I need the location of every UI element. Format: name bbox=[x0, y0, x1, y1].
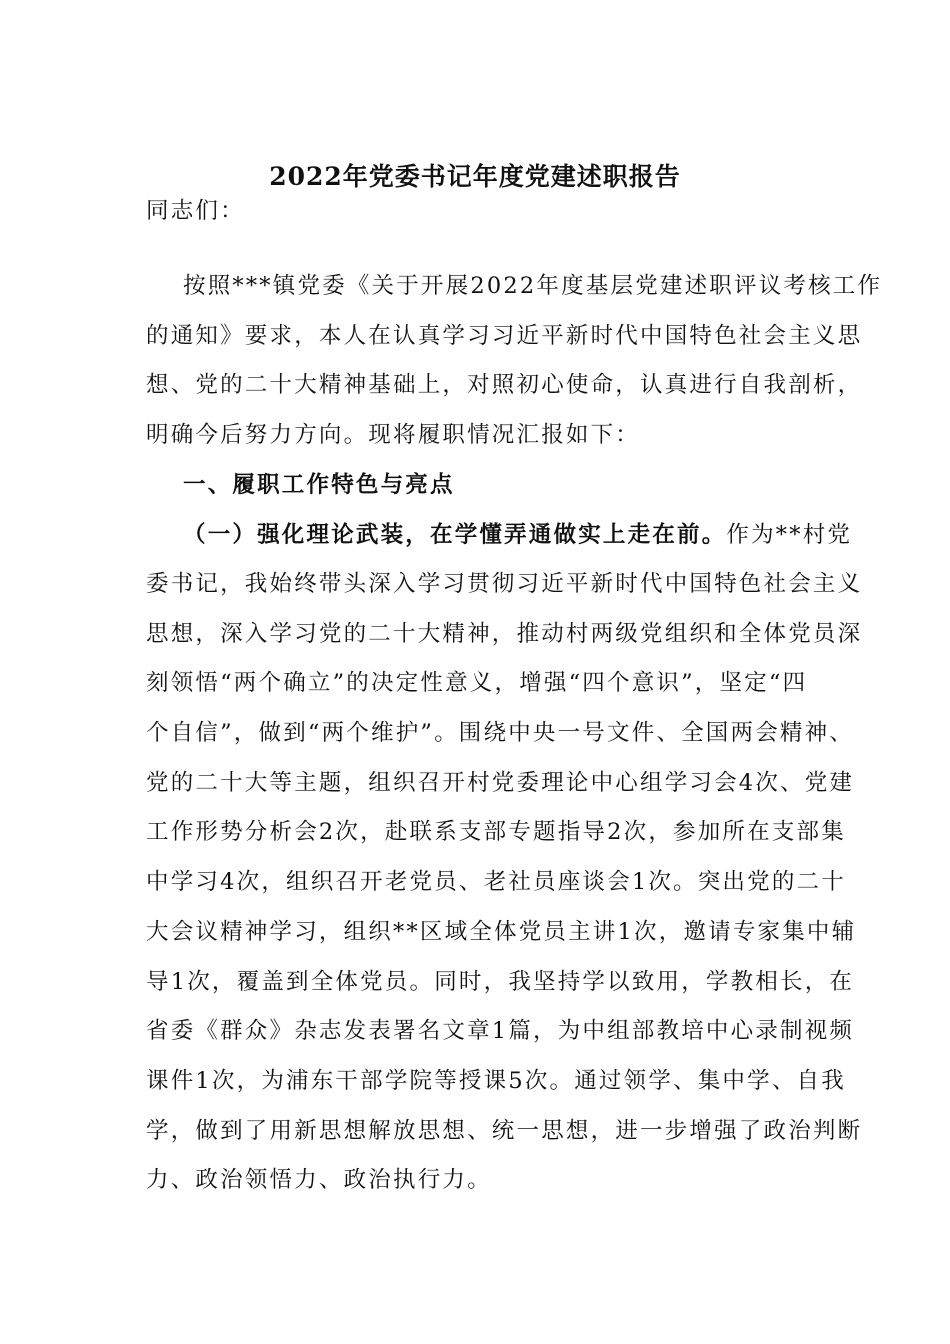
subsection-first-line bbox=[183, 520, 852, 550]
document-title: 2022年党委书记年度党建述职报告 bbox=[269, 162, 681, 191]
intro-line: 的通知》要求，本人在认真学习习近平新时代中国特色社会主义思 bbox=[146, 323, 863, 349]
subsection-heading: （一）强化理论武装，在学懂弄通做实上走在前。 bbox=[183, 522, 727, 548]
body-line: 大会议精神学习，组织**区域全体党员主讲1次，邀请专家集中辅 bbox=[146, 919, 857, 945]
body-line: 中学习4次，组织召开老党员、老社员座谈会1次。突出党的二十 bbox=[146, 869, 846, 895]
body-line: 思想，深入学习党的二十大精神，推动村两级党组织和全体党员深 bbox=[146, 621, 863, 647]
body-line: 委书记，我始终带头深入学习贯彻习近平新时代中国特色社会主义 bbox=[146, 571, 863, 597]
body-line: 课件1次，为浦东干部学院等授课5次。通过领学、集中学、自我 bbox=[146, 1068, 846, 1094]
intro-line: 明确今后努力方向。现将履职情况汇报如下： bbox=[146, 422, 641, 448]
body-line: 省委《群众》杂志发表署名文章1篇，为中组部教培中心录制视频 bbox=[146, 1018, 855, 1044]
section-heading: 一、履职工作特色与亮点 bbox=[183, 472, 455, 498]
salutation: 同志们： bbox=[146, 198, 245, 224]
body-line: 个自信”，做到“两个维护”。围绕中央一号文件、全国两会精神、 bbox=[146, 720, 855, 746]
body-line: 党的二十大等主题，组织召开村党委理论中心组学习会4次、党建 bbox=[146, 770, 855, 796]
body-line: 工作形势分析会2次，赴联系支部专题指导2次，参加所在支部集 bbox=[146, 819, 846, 845]
intro-line: 想、党的二十大精神基础上，对照初心使命，认真进行自我剖析， bbox=[146, 372, 863, 398]
subsection-first-line-text: 作为**村党 bbox=[726, 522, 853, 548]
body-line: 力、政治领悟力、政治执行力。 bbox=[146, 1167, 492, 1193]
intro-line: 按照***镇党委《关于开展2022年度基层党建述职评议考核工作 bbox=[183, 273, 883, 299]
body-line: 学，做到了用新思想解放思想、统一思想，进一步增强了政治判断 bbox=[146, 1118, 863, 1144]
body-line: 刻领悟“两个确立”的决定性意义，增强“四个意识”，坚定“四 bbox=[146, 670, 808, 696]
body-line: 导1次，覆盖到全体党员。同时，我坚持学以致用，学教相长，在 bbox=[146, 969, 855, 995]
